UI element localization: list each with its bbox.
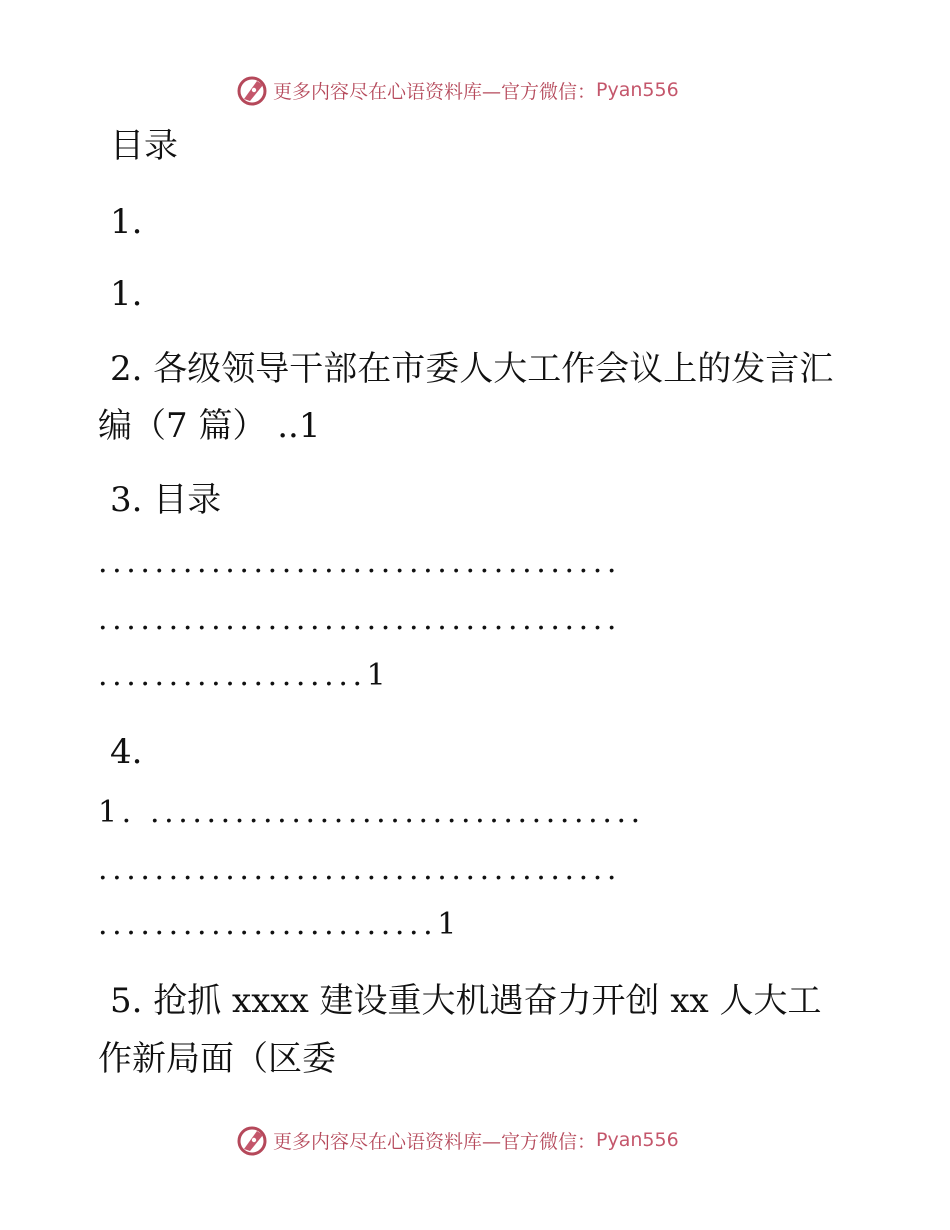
toc-line-14: 作新局面（区委 [98, 1039, 336, 1079]
footer-wechat-id: Pyan556 [596, 1129, 679, 1151]
toc-dot-leader-3: ...................1 [98, 658, 391, 693]
pen-nib-icon [235, 73, 269, 107]
toc-line-4: 编（7 篇） ..1 [98, 406, 321, 446]
toc-line-3: 2. 各级领导干部在市委人大工作会议上的发言汇 [110, 349, 834, 389]
toc-dot-leader-6: ........................1 [98, 907, 461, 942]
header-banner[interactable] [235, 73, 679, 107]
header-banner-text: 更多内容尽在心语资料库— [273, 80, 502, 103]
toc-heading: 目录 [110, 126, 178, 166]
footer-banner-text: 更多内容尽在心语资料库— [273, 1130, 502, 1153]
header-wechat-id: Pyan556 [596, 79, 679, 101]
toc-dot-leader-5: ..................................... [98, 852, 622, 887]
toc-line-5: 3. 目录 [110, 480, 222, 520]
toc-line-2: 1. [110, 274, 143, 314]
footer-wechat-label: 官方微信： [501, 1130, 597, 1153]
pen-nib-icon [235, 1123, 269, 1157]
toc-dot-leader-2: ..................................... [98, 602, 622, 637]
toc-line-9: 4. [110, 732, 143, 772]
header-wechat-label: 官方微信： [501, 80, 597, 103]
toc-line-13: 5. 抢抓 xxxx 建设重大机遇奋力开创 xx 人大工 [110, 981, 822, 1021]
toc-dot-leader-4: 1. ................................... [98, 795, 645, 830]
footer-banner[interactable] [235, 1123, 679, 1157]
toc-dot-leader-1: ..................................... [98, 545, 622, 580]
toc-line-1: 1. [110, 202, 143, 242]
